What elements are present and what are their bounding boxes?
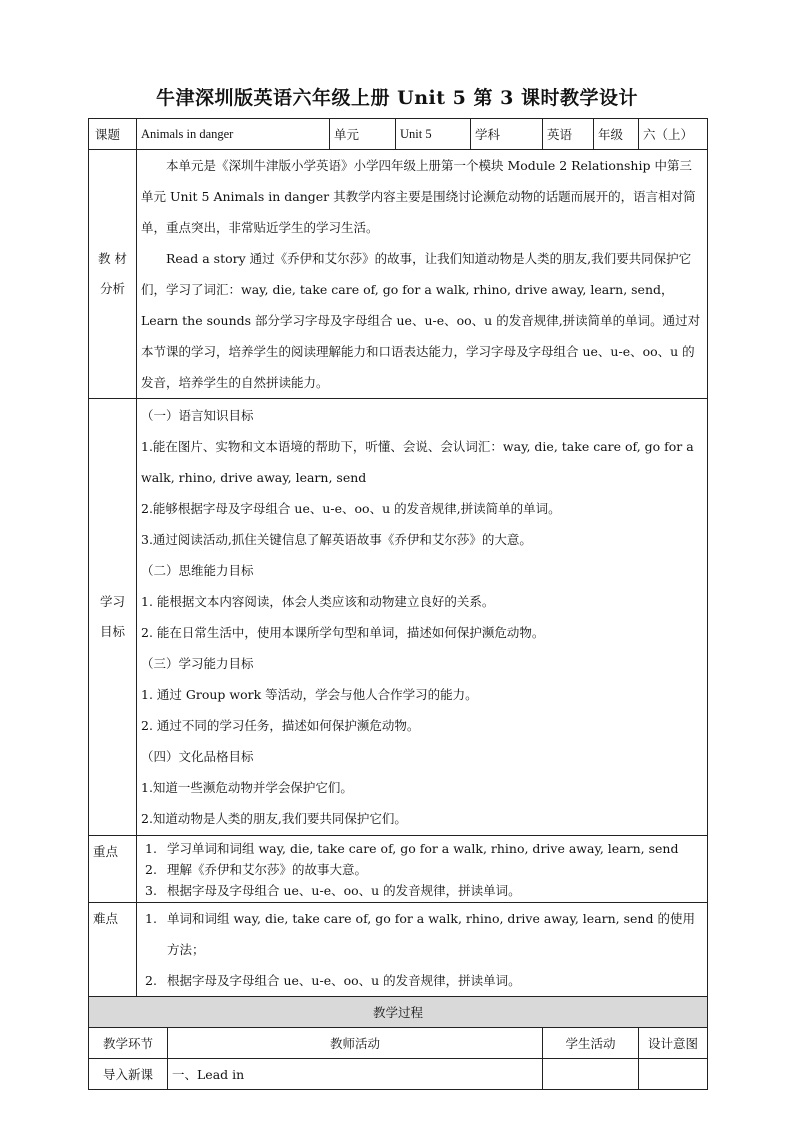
objective-item: 2.能够根据字母及字母组合 ue、u-e、oo、u 的发音规律,拼读简单的单词。 — [141, 501, 561, 516]
process-teacher: 一、Lead in — [168, 1059, 543, 1090]
objective-heading: （三）学习能力目标 — [141, 656, 254, 671]
key-point-num: 3. — [145, 882, 157, 898]
key-point-item — [145, 880, 703, 901]
topic-value: Animals in danger — [137, 119, 330, 150]
process-col-teacher: 教师活动 — [168, 1028, 543, 1059]
objective-heading: （二）思维能力目标 — [141, 563, 254, 578]
objectives-label — [89, 399, 137, 836]
material-paragraph: Read a story 通过《乔伊和艾尔莎》的故事，让我们知道动物是人类的朋友,我们要共同保护它们，学习了词汇：way, die, take care of, go for a walk, rhino, drive away, learn, send，Learn the sounds 部分学习字母及字母组合 ue、u-e、oo、u 的发音规律,拼读简单的单词。通过对本节课的学习，培养学生的阅读理解能力和口语表达能力，学习字母及字母组合 ue、u-e、oo、u 的发音，培养学生的自然拼读能力。 — [141, 251, 701, 390]
process-student — [543, 1059, 639, 1090]
process-intent — [639, 1059, 708, 1090]
difficulty-text: 单词和词组 way, die, take care of, go for a walk, rhino, drive away, learn, send 的使用方法； — [167, 911, 695, 957]
objective-heading: （四）文化品格目标 — [141, 749, 254, 764]
objective-item: 1.能在图片、实物和文本语境的帮助下，听懂、会说、会认词汇：way, die, take care of, go for a walk, rhino, drive away, learn, send — [141, 439, 694, 485]
key-point-text: 理解《乔伊和艾尔莎》的故事大意。 — [167, 861, 368, 877]
objective-item: 1. 能根据文本内容阅读，体会人类应该和动物建立良好的关系。 — [141, 594, 495, 609]
objectives-label-line-2: 目标 — [99, 624, 125, 639]
process-col-stage: 教学环节 — [89, 1028, 168, 1059]
difficulty-item — [145, 903, 703, 965]
material-label-line-1: 教 材 — [98, 251, 127, 266]
key-point-num: 1. — [145, 840, 157, 856]
difficulties-content — [137, 903, 708, 997]
unit-label: 单元 — [330, 119, 396, 150]
topic-label: 课题 — [89, 119, 137, 150]
process-col-intent: 设计意图 — [639, 1028, 708, 1059]
objective-item: 3.通过阅读活动,抓住关键信息了解英语故事《乔伊和艾尔莎》的大意。 — [141, 532, 532, 547]
key-point-item — [145, 838, 703, 859]
difficulty-item — [145, 965, 703, 996]
difficulties-row — [89, 903, 708, 997]
process-header-row — [89, 1028, 708, 1059]
grade-value: 六（上） — [639, 119, 708, 150]
unit-value: Unit 5 — [396, 119, 471, 150]
page-title: 牛津深圳版英语六年级上册 Unit 5 第 3 课时教学设计 — [156, 87, 638, 109]
objectives-label-line-1: 学习 — [99, 594, 125, 609]
table-row — [89, 1059, 708, 1090]
header-row — [89, 119, 708, 150]
material-content — [137, 150, 708, 399]
objectives-content — [137, 399, 708, 836]
material-paragraph: 本单元是《深圳牛津版小学英语》小学四年级上册第一个模块 Module 2 Relationship 中第三单元 Unit 5 Animals in danger 其教学内容主要是围绕讨论濒危动物的话题而展开的，语言相对简单，重点突出，非常贴近学生的学习生活。 — [141, 158, 696, 235]
difficulty-text: 根据字母及字母组合 ue、u-e、oo、u 的发音规律，拼读单词。 — [167, 973, 521, 988]
lesson-plan-table — [88, 118, 708, 1090]
key-points-content — [137, 836, 708, 903]
process-title-row — [89, 997, 708, 1028]
objectives-row — [89, 399, 708, 836]
material-label — [89, 150, 137, 399]
subject-value: 英语 — [543, 119, 594, 150]
key-point-text: 学习单词和词组 way, die, take care of, go for a walk, rhino, drive away, learn, send — [167, 840, 679, 856]
objective-heading: （一）语言知识目标 — [141, 408, 254, 423]
subject-label: 学科 — [471, 119, 543, 150]
objective-item: 1.知道一些濒危动物并学会保护它们。 — [141, 780, 353, 795]
process-title: 教学过程 — [89, 997, 708, 1028]
key-point-num: 2. — [145, 861, 157, 877]
difficulties-label: 难点 — [89, 903, 137, 997]
key-points-label: 重点 — [89, 836, 137, 903]
key-point-text: 根据字母及字母组合 ue、u-e、oo、u 的发音规律，拼读单词。 — [167, 882, 521, 898]
difficulty-num: 2. — [145, 973, 157, 988]
process-stage: 导入新课 — [89, 1059, 168, 1090]
material-label-line-2: 分析 — [99, 281, 125, 296]
grade-label: 年级 — [594, 119, 639, 150]
material-analysis-row — [89, 150, 708, 399]
objective-item: 1. 通过 Group work 等活动，学会与他人合作学习的能力。 — [141, 687, 478, 702]
key-point-item — [145, 859, 703, 880]
process-col-student: 学生活动 — [543, 1028, 639, 1059]
difficulty-num: 1. — [145, 911, 157, 926]
key-points-row — [89, 836, 708, 903]
objective-item: 2. 能在日常生活中，使用本课所学句型和单词，描述如何保护濒危动物。 — [141, 625, 545, 640]
objective-item: 2. 通过不同的学习任务，描述如何保护濒危动物。 — [141, 718, 420, 733]
objective-item: 2.知道动物是人类的朋友,我们要共同保护它们。 — [141, 811, 407, 826]
